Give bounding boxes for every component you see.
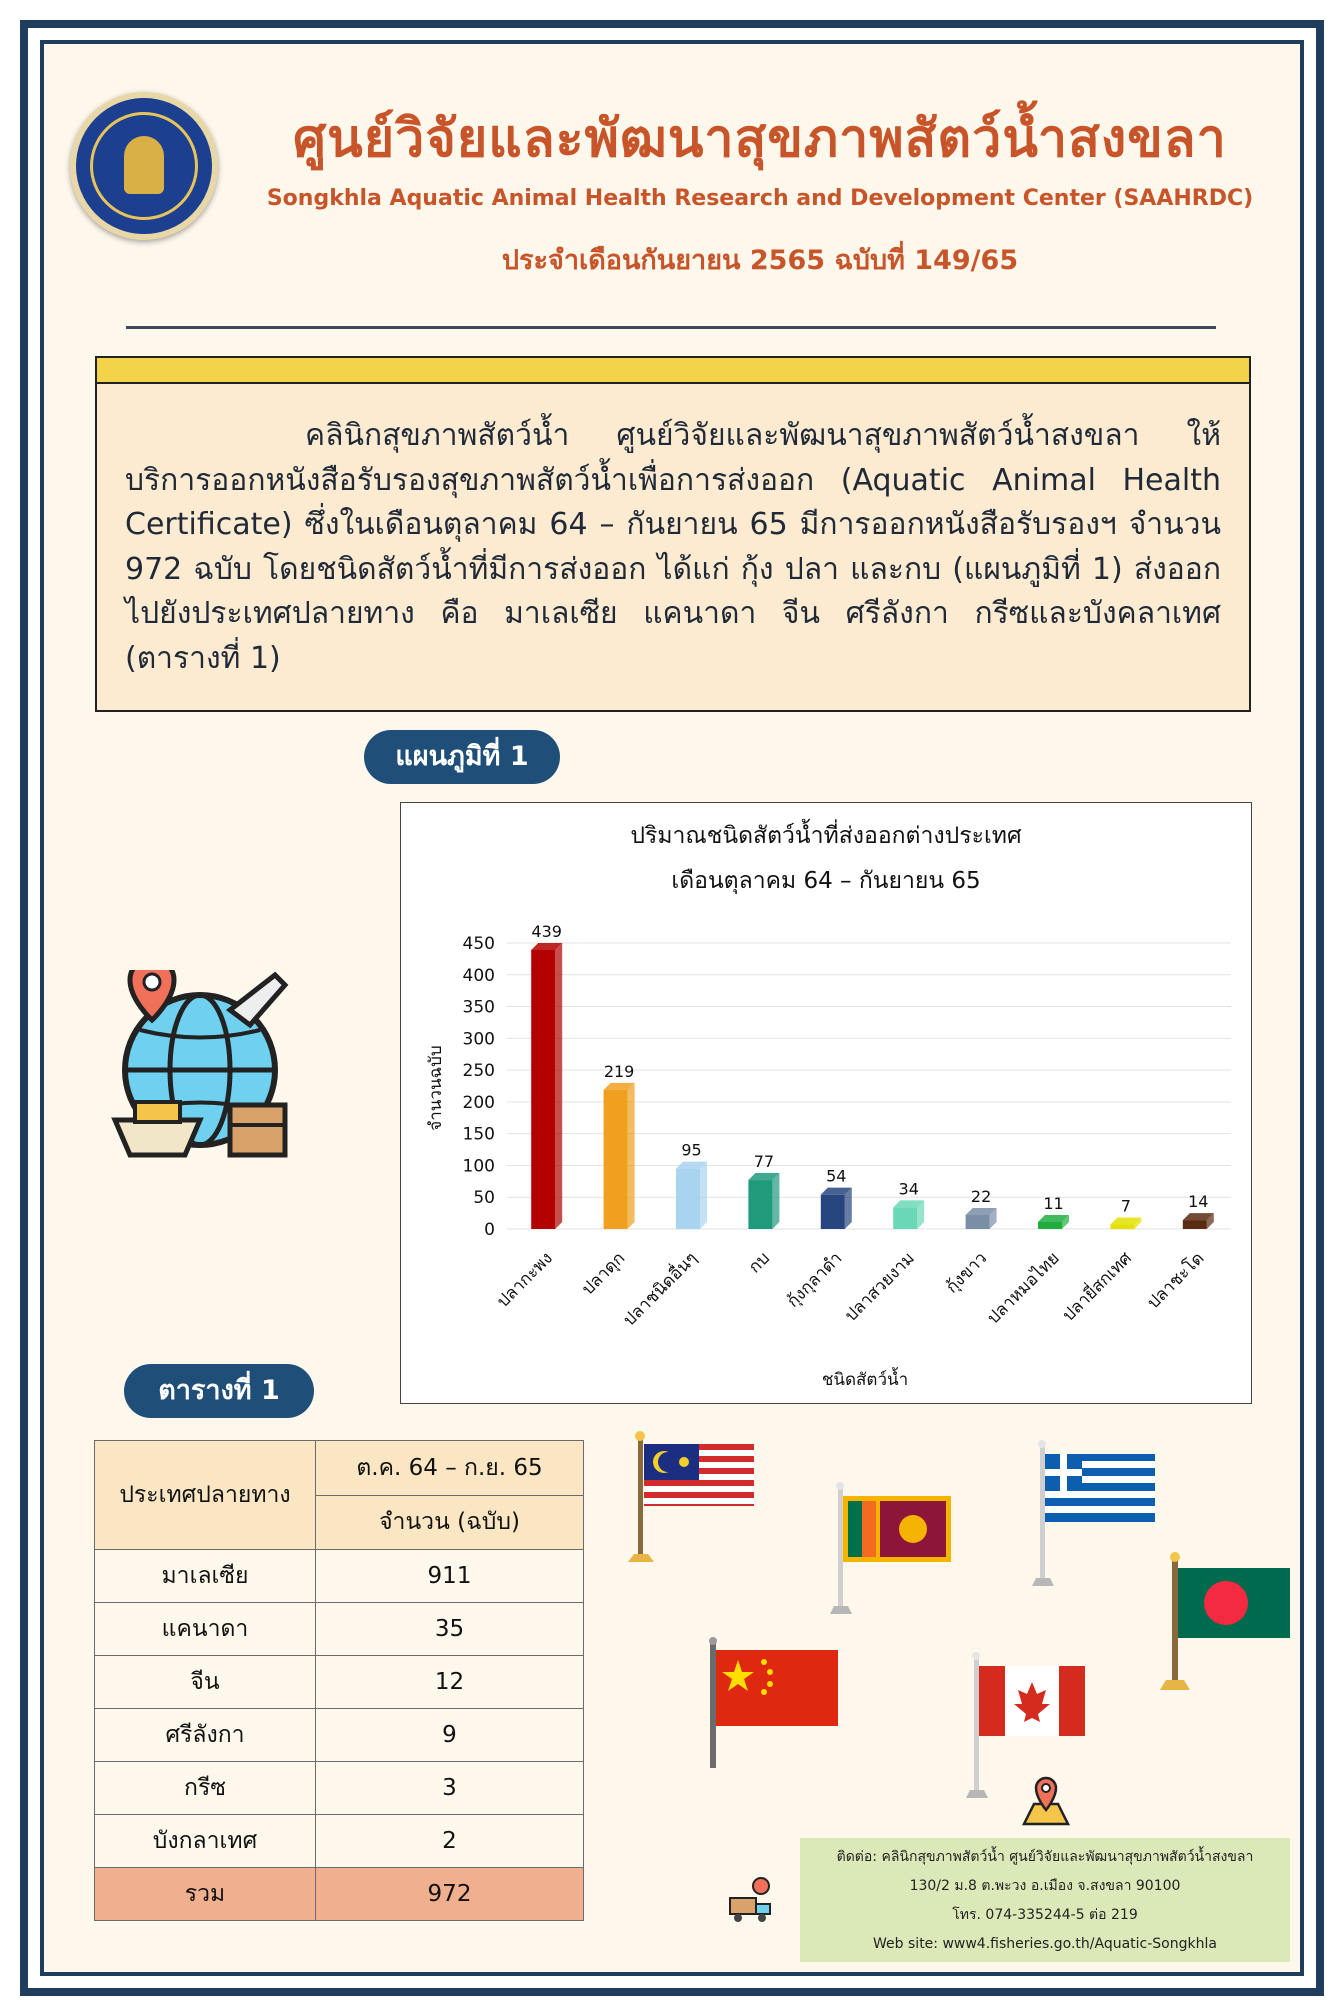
- flag-malaysia-icon: [620, 1430, 760, 1570]
- table-cell-count: 35: [316, 1603, 584, 1656]
- chart-ylabel: จำนวนฉบับ: [426, 1045, 446, 1131]
- delivery-icon: [726, 1876, 776, 1926]
- table-total-value: 972: [316, 1868, 584, 1921]
- table-row: [95, 1656, 584, 1709]
- x-tick-label: กุ้งขาว: [942, 1248, 992, 1298]
- intro-accent-bar: [97, 358, 1249, 384]
- table-cell-count: 12: [316, 1656, 584, 1709]
- contact-line-phone: โทร. 074-335244-5 ต่อ 219: [952, 1907, 1138, 1923]
- bar-data-label: 22: [970, 1187, 992, 1207]
- bar: [821, 1195, 845, 1229]
- bar-side: [555, 943, 562, 1229]
- table-total-row: [95, 1868, 584, 1921]
- x-tick-label: กุ้งกุลาดำ: [783, 1248, 847, 1312]
- table-row: [95, 1603, 584, 1656]
- bar-data-label: 7: [1120, 1196, 1131, 1216]
- y-tick-label: 200: [462, 1092, 495, 1113]
- page-title: ศูนย์วิจัยและพัฒนาสุขภาพสัตว์น้ำสงขลา: [293, 109, 1227, 169]
- table-row: [95, 1815, 584, 1868]
- department-seal-logo: [70, 92, 218, 240]
- page-subtitle-english: Songkhla Aquatic Animal Health Research and Development Center (SAAHRDC): [266, 186, 1254, 211]
- bar-data-label: 54: [826, 1166, 847, 1186]
- x-tick-label: ปลาสวยงาม: [841, 1248, 919, 1326]
- chart-label-pill: แผนภูมิที่ 1: [364, 730, 560, 784]
- intro-box: [95, 356, 1251, 712]
- contact-line-website[interactable]: Web site: www4.fisheries.go.th/Aquatic-Songkhla: [873, 1936, 1217, 1952]
- table-cell-country: กรีซ: [95, 1762, 316, 1815]
- flag-sri-lanka-icon: [826, 1482, 956, 1622]
- bar-data-label: 439: [531, 921, 562, 941]
- x-tick-label: ปลาหมอไทย: [983, 1248, 1064, 1329]
- bar: [604, 1090, 628, 1229]
- table-cell-count: 3: [316, 1762, 584, 1815]
- map-pin-icon: [1018, 1772, 1074, 1828]
- table-cell-country: บังกลาเทศ: [95, 1815, 316, 1868]
- seal-figure-icon: [124, 136, 164, 194]
- flag-china-icon: [704, 1636, 844, 1776]
- table-header-unit: จำนวน (ฉบับ): [316, 1495, 584, 1550]
- bar: [1110, 1225, 1134, 1229]
- bar-data-label: 14: [1188, 1192, 1209, 1212]
- x-tick-label: ปลาชนิดอื่นๆ: [619, 1248, 702, 1331]
- flag-greece-icon: [1030, 1440, 1160, 1590]
- table-row: [95, 1709, 584, 1762]
- x-tick-label: กบ: [744, 1248, 774, 1278]
- bar: [1038, 1222, 1062, 1229]
- table-row: [95, 1550, 584, 1603]
- chart-xlabel: ชนิดสัตว์น้ำ: [821, 1370, 909, 1390]
- y-tick-label: 100: [462, 1156, 495, 1177]
- table-cell-country: แคนาดา: [95, 1603, 316, 1656]
- bar-data-label: 77: [753, 1152, 775, 1172]
- contact-line-address: 130/2 ม.8 ต.พะวง อ.เมือง จ.สงขลา 90100: [909, 1878, 1181, 1894]
- table-cell-country: มาเลเซีย: [95, 1550, 316, 1603]
- bar-side: [845, 1188, 852, 1229]
- y-tick-label: 150: [462, 1124, 495, 1145]
- x-axis-labels: [493, 1246, 1208, 1330]
- contact-box: [800, 1838, 1290, 1962]
- bar: [531, 950, 555, 1229]
- bar-data-label: 11: [1043, 1194, 1064, 1214]
- x-tick-label: ปลากะพง: [493, 1248, 557, 1312]
- table-cell-count: 911: [316, 1550, 584, 1603]
- flag-bangladesh-icon: [1156, 1550, 1296, 1700]
- chart-title: ปริมาณชนิดสัตว์น้ำที่ส่งออกต่างประเทศ: [630, 823, 1022, 849]
- table-cell-country: ศรีลังกา: [95, 1709, 316, 1762]
- bar-side: [772, 1173, 779, 1229]
- table-row: [95, 1762, 584, 1815]
- header-divider: [126, 326, 1216, 329]
- bar: [748, 1180, 772, 1229]
- bar-data-label: 34: [898, 1179, 919, 1199]
- bar-data-label: 219: [603, 1061, 635, 1081]
- contact-line-name: ติดต่อ: คลินิกสุขภาพสัตว์น้ำ ศูนย์วิจัยและพัฒนาสุขภาพสัตว์น้ำสงขลา: [836, 1849, 1254, 1865]
- issue-line: ประจำเดือนกันยายน 2565 ฉบับที่ 149/65: [501, 245, 1019, 276]
- y-tick-label: 300: [462, 1029, 495, 1050]
- bar: [966, 1215, 990, 1229]
- bar-data-label: 95: [681, 1140, 702, 1160]
- table-cell-country: จีน: [95, 1656, 316, 1709]
- bar-chart: [401, 803, 1251, 1403]
- bar: [676, 1169, 700, 1229]
- x-tick-label: ปลายี่สกเทศ: [1058, 1248, 1136, 1326]
- table-header-period: ต.ค. 64 – ก.ย. 65: [316, 1441, 584, 1496]
- y-tick-label: 400: [462, 965, 495, 986]
- x-tick-label: ปลาชะโด: [1143, 1248, 1209, 1314]
- bar: [893, 1207, 917, 1229]
- table-label-pill: ตารางที่ 1: [124, 1364, 314, 1418]
- chart-bars: [531, 922, 1214, 1229]
- chart-subtitle: เดือนตุลาคม 64 – กันยายน 65: [671, 868, 981, 894]
- intro-text: คลินิกสุขภาพสัตว์น้ำ ศูนย์วิจัยและพัฒนาสุขภาพสัตว์น้ำสงขลา ให้บริการออกหนังสือรับรองสุขภาพสัตว์น้ำเพื่อการส่งออก (Aquatic Animal Health Certificate) ซึ่งในเดือนตุลาคม 64 – กันยายน 65 มีการออกหนังสือรับรองฯ จำนวน 972 ฉบับ โดยชนิดสัตว์น้ำที่มีการส่งออก ได้แก่ กุ้ง ปลา และกบ (แผนภูมิที่ 1) ส่งออกไปยังประเทศปลายทาง คือ มาเลเซีย แคนาดา จีน ศรีลังกา กรีซและบังคลาเทศ (ตารางที่ 1): [125, 418, 1221, 676]
- chart-container: [400, 802, 1252, 1404]
- destination-table: [94, 1440, 584, 1921]
- y-tick-label: 450: [462, 934, 495, 954]
- y-tick-label: 350: [462, 997, 495, 1018]
- table-header-country: ประเทศปลายทาง: [95, 1441, 316, 1550]
- y-tick-label: 50: [473, 1188, 495, 1209]
- y-axis-ticks: [463, 934, 495, 1240]
- x-tick-label: ปลาดุก: [578, 1248, 630, 1300]
- bar-side: [628, 1083, 635, 1229]
- table-cell-count: 2: [316, 1815, 584, 1868]
- y-tick-label: 250: [462, 1061, 495, 1082]
- bar: [1183, 1220, 1207, 1229]
- globe-export-icon: [100, 970, 300, 1170]
- y-tick-label: 0: [484, 1220, 495, 1240]
- table-total-label: รวม: [95, 1868, 316, 1921]
- bar-side: [700, 1162, 707, 1229]
- table-cell-count: 9: [316, 1709, 584, 1762]
